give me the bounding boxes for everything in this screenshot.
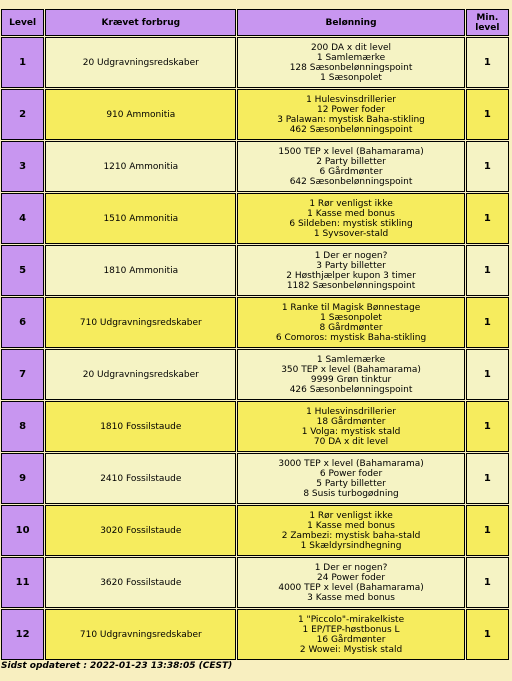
reward-line: 18 Gårdmønter	[316, 416, 386, 427]
reward-line: 2 Party billetter	[316, 156, 386, 167]
reward-line: 1 Der er nogen?	[314, 562, 388, 573]
reward-line: 24 Power foder	[317, 572, 386, 583]
reward-cell	[237, 349, 464, 400]
reward-line: 1 Rør venligst ikke	[309, 510, 393, 521]
min-level-cell: 1	[466, 141, 509, 192]
level-cell: 3	[1, 141, 44, 192]
min-level-cell: 1	[466, 193, 509, 244]
reward-line: 3000 TEP x level (Bahamarama)	[278, 458, 424, 469]
table-body	[1, 37, 509, 660]
cost-cell: 3020 Fossilstaude	[45, 505, 236, 556]
reward-line: 1 Kasse med bonus	[307, 208, 395, 219]
reward-line: 1 Skældyrsindhegning	[300, 540, 402, 551]
level-cell: 4	[1, 193, 44, 244]
reward-cell	[237, 609, 464, 660]
cost-cell: 1810 Ammonitia	[45, 245, 236, 296]
header-min-level	[466, 9, 509, 36]
min-level-cell: 1	[466, 557, 509, 608]
last-updated: Sidst opdateret : 2022-01-23 13:38:05 (CEST)	[1, 661, 233, 671]
reward-line: 1 Syvsover-stald	[313, 228, 389, 239]
reward-line: 1 Hulesvinsdrillerier	[306, 94, 396, 105]
level-cell: 7	[1, 349, 44, 400]
reward-line: 6 Power foder	[319, 468, 383, 479]
reward-line: 1 Hulesvinsdrillerier	[306, 406, 396, 417]
reward-line: 2 Wowei: Mystisk stald	[299, 644, 403, 655]
table-row	[1, 453, 509, 504]
min-level-cell: 1	[466, 297, 509, 348]
cost-cell: 1210 Ammonitia	[45, 141, 236, 192]
reward-line: 1 Sæsonpolet	[320, 72, 382, 83]
level-cell: 5	[1, 245, 44, 296]
reward-cell	[237, 453, 464, 504]
level-cell: 11	[1, 557, 44, 608]
reward-cell	[237, 401, 464, 452]
reward-cell	[237, 505, 464, 556]
table-row	[1, 609, 509, 660]
table-row	[1, 37, 509, 88]
reward-line: 1 Der er nogen?	[314, 250, 388, 261]
reward-line: 462 Sæsonbelønningspoint	[289, 124, 413, 135]
reward-line: 2 Høsthjælper kupon 3 timer	[286, 270, 416, 281]
reward-line: 16 Gårdmønter	[316, 634, 386, 645]
table-row	[1, 89, 509, 140]
reward-line: 70 DA x dit level	[313, 436, 389, 447]
reward-line: 6 Comoros: mystisk Baha-stikling	[275, 332, 427, 343]
min-level-cell: 1	[466, 245, 509, 296]
cost-cell: 710 Udgravningsredskaber	[45, 297, 236, 348]
reward-line: 1 Ranke til Magisk Bønnestage	[281, 302, 421, 313]
header-level: Level	[1, 9, 44, 36]
level-cell: 8	[1, 401, 44, 452]
level-cell: 9	[1, 453, 44, 504]
reward-line: 9999 Grøn tinktur	[310, 374, 392, 385]
reward-line: 3 Palawan: mystisk Baha-stikling	[277, 114, 425, 125]
cost-cell: 3620 Fossilstaude	[45, 557, 236, 608]
table-row	[1, 505, 509, 556]
reward-line: 426 Sæsonbelønningspoint	[289, 384, 413, 395]
reward-line: 1182 Sæsonbelønningspoint	[286, 280, 416, 291]
min-level-cell: 1	[466, 401, 509, 452]
cost-cell: 910 Ammonitia	[45, 89, 236, 140]
reward-cell	[237, 141, 464, 192]
reward-cell	[237, 557, 464, 608]
reward-line: 642 Sæsonbelønningspoint	[289, 176, 413, 187]
reward-line: 1 Samlemærke	[316, 52, 386, 63]
min-level-cell: 1	[466, 89, 509, 140]
reward-line: 350 TEP x level (Bahamarama)	[281, 364, 421, 375]
reward-line: 1 Rør venligst ikke	[309, 198, 393, 209]
reward-line: 8 Gårdmønter	[319, 322, 383, 333]
reward-line: 1 EP/TEP-høstbonus L	[302, 624, 400, 635]
reward-line: 3 Party billetter	[316, 260, 386, 271]
level-cell: 12	[1, 609, 44, 660]
cost-cell: 710 Udgravningsredskaber	[45, 609, 236, 660]
min-level-cell: 1	[466, 349, 509, 400]
reward-line: 1 Samlemærke	[316, 354, 386, 365]
cost-cell: 1810 Fossilstaude	[45, 401, 236, 452]
reward-cell	[237, 89, 464, 140]
reward-cell	[237, 37, 464, 88]
cost-cell: 1510 Ammonitia	[45, 193, 236, 244]
reward-line: 128 Sæsonbelønningspoint	[289, 62, 413, 73]
table-row	[1, 297, 509, 348]
table-row	[1, 141, 509, 192]
header-cost: Krævet forbrug	[45, 9, 236, 36]
reward-line: 1 Sæsonpolet	[320, 312, 382, 323]
reward-line: 5 Party billetter	[316, 478, 386, 489]
cost-cell: 20 Udgravningsredskaber	[45, 37, 236, 88]
table-row	[1, 401, 509, 452]
min-level-cell: 1	[466, 609, 509, 660]
reward-line: 1 Volga: mystisk stald	[301, 426, 401, 437]
reward-line: 1 "Piccolo"-mirakelkiste	[297, 614, 405, 625]
table-row	[1, 557, 509, 608]
reward-line: 2 Zambezi: mystisk baha-stald	[281, 530, 421, 541]
reward-line: 1 Kasse med bonus	[307, 520, 395, 531]
level-cell: 2	[1, 89, 44, 140]
reward-line: 3 Kasse med bonus	[307, 592, 395, 603]
reward-line: 200 DA x dit level	[311, 42, 392, 53]
reward-line: 6 Sildeben: mystisk stikling	[289, 218, 413, 229]
header-row	[1, 9, 509, 36]
reward-cell	[237, 245, 464, 296]
table-row	[1, 193, 509, 244]
min-level-cell: 1	[466, 453, 509, 504]
min-level-cell: 1	[466, 37, 509, 88]
min-level-cell: 1	[466, 505, 509, 556]
header-min-level-label: Min. level	[475, 12, 500, 33]
cost-cell: 2410 Fossilstaude	[45, 453, 236, 504]
rewards-table	[0, 8, 510, 661]
reward-line: 4000 TEP x level (Bahamarama)	[278, 582, 424, 593]
level-cell: 6	[1, 297, 44, 348]
cost-cell: 20 Udgravningsredskaber	[45, 349, 236, 400]
reward-line: 6 Gårdmønter	[319, 166, 383, 177]
header-reward: Belønning	[237, 9, 464, 36]
reward-cell	[237, 297, 464, 348]
level-cell: 10	[1, 505, 44, 556]
table-row	[1, 245, 509, 296]
table-row	[1, 349, 509, 400]
reward-cell	[237, 193, 464, 244]
level-cell: 1	[1, 37, 44, 88]
reward-line: 8 Susis turbogødning	[303, 488, 399, 499]
reward-line: 12 Power foder	[317, 104, 386, 115]
reward-line: 1500 TEP x level (Bahamarama)	[278, 146, 424, 157]
